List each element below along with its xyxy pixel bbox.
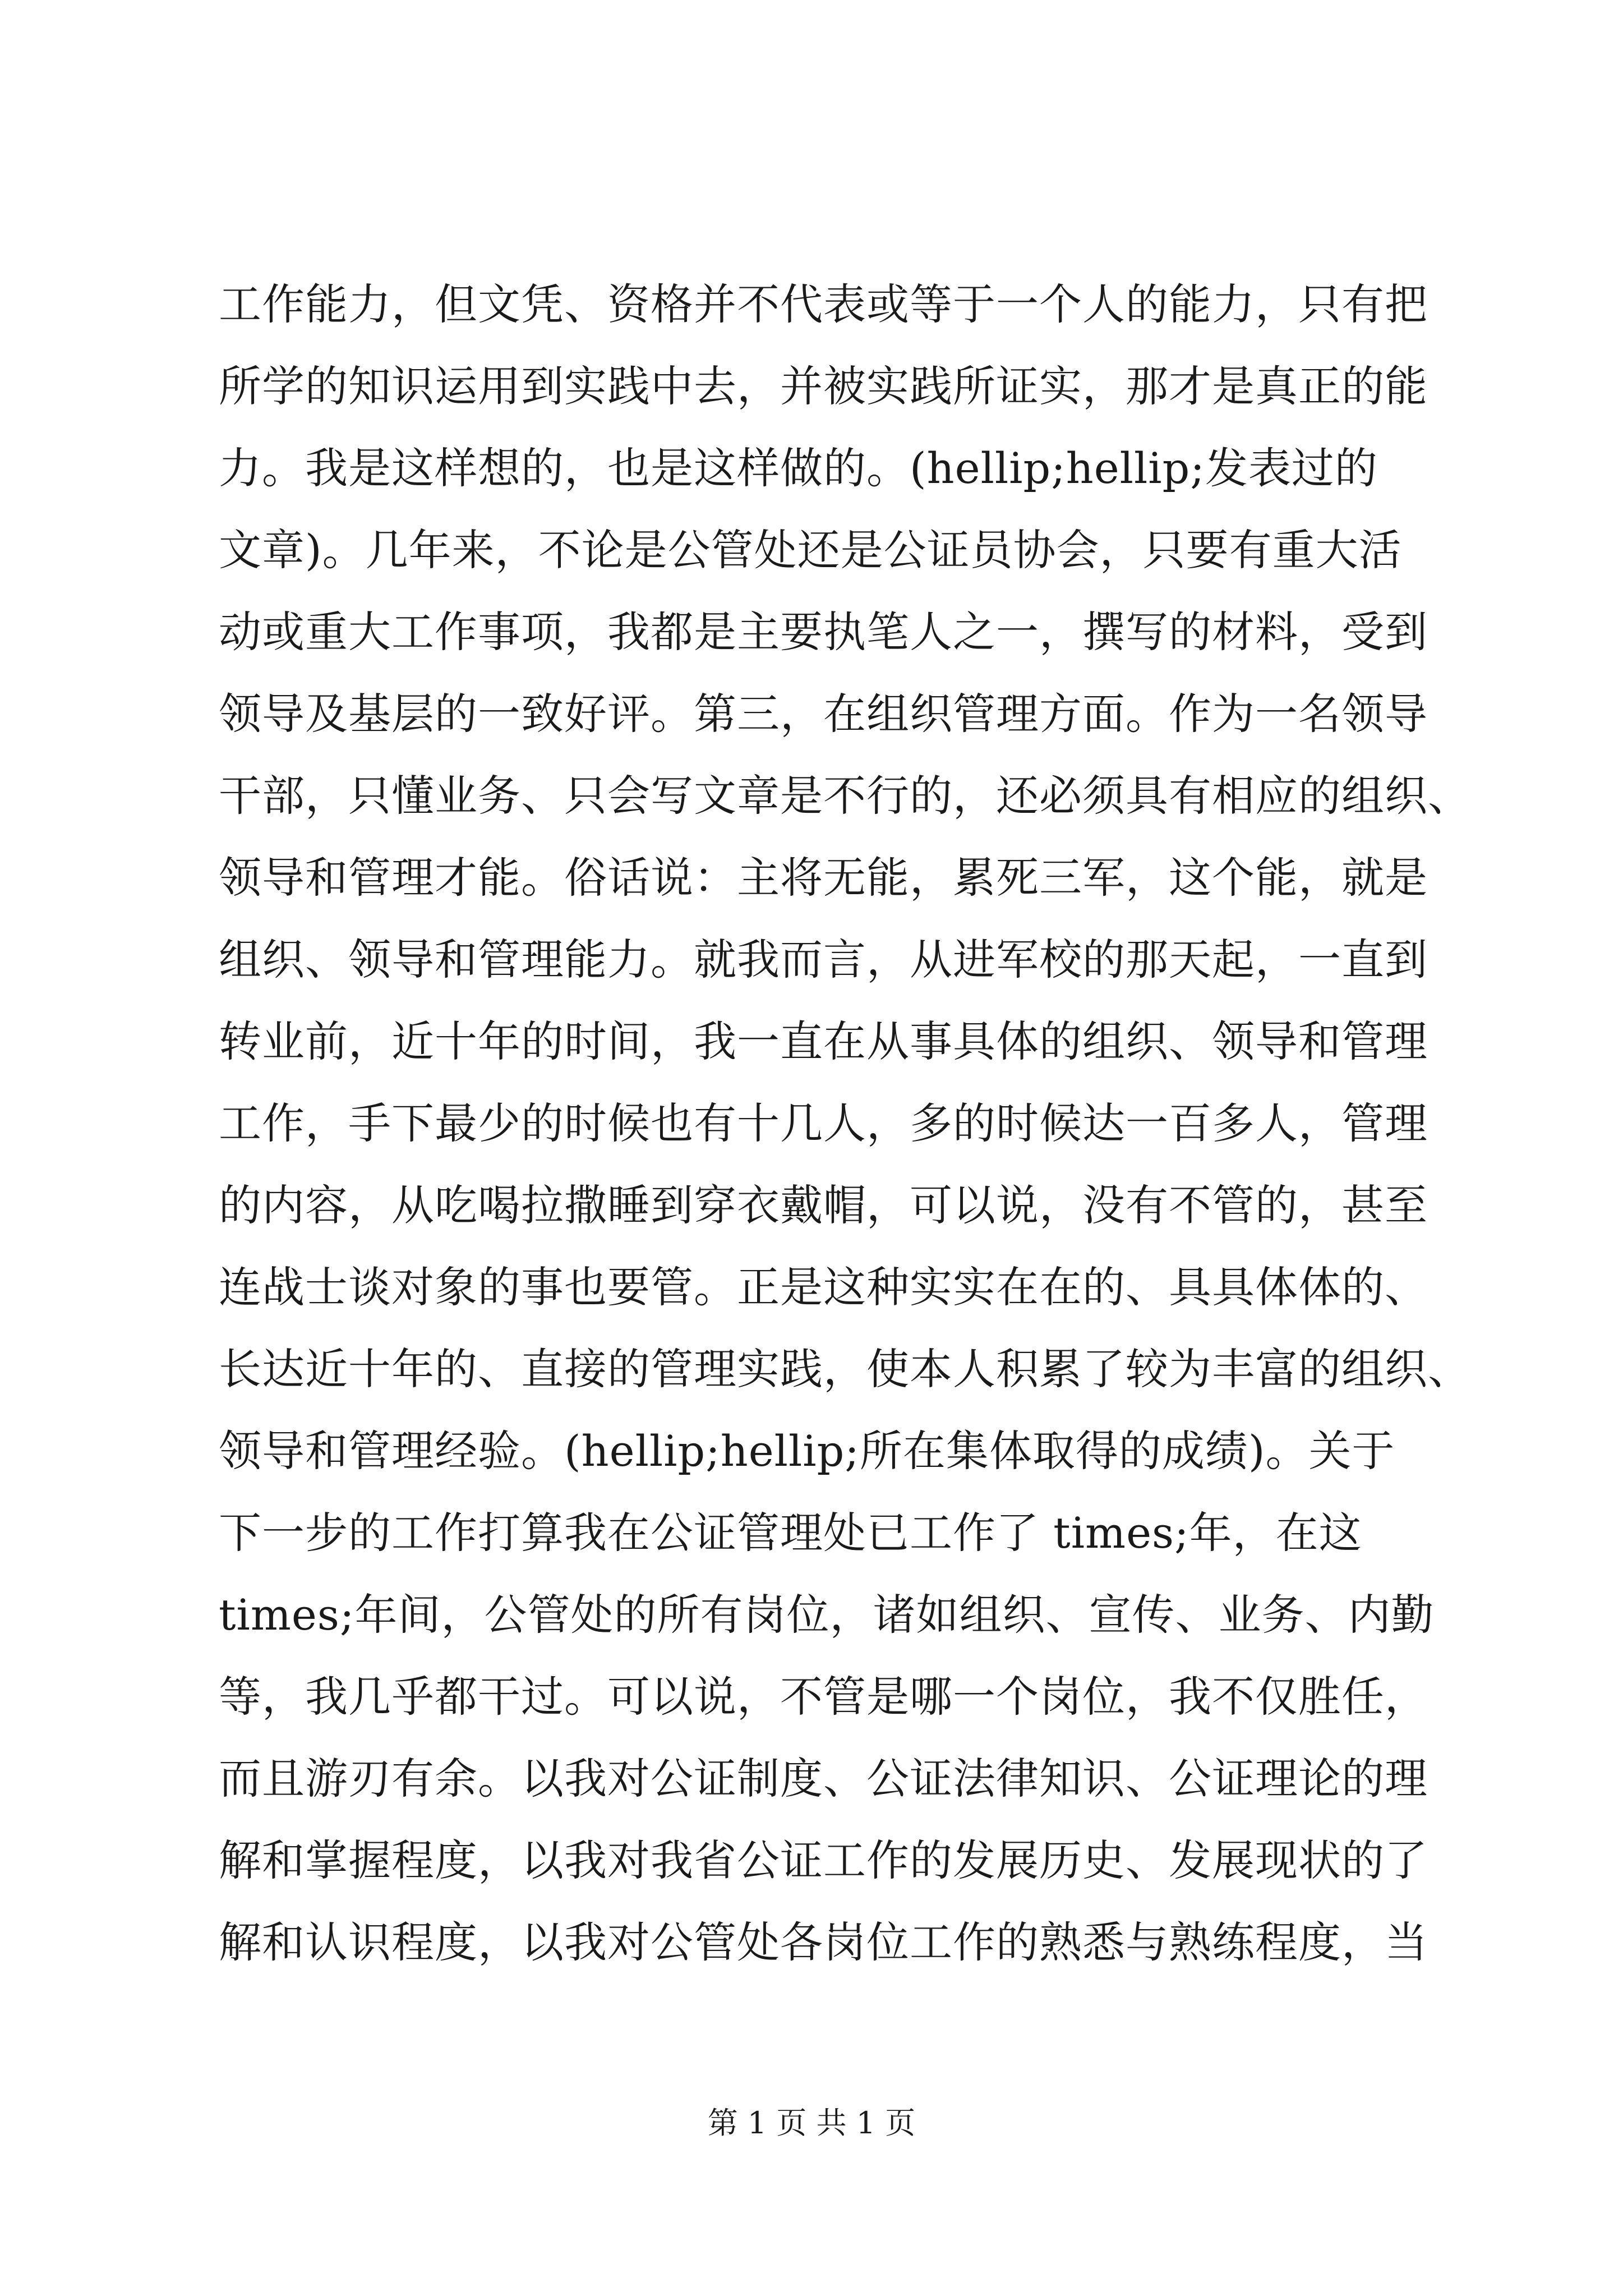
- page-footer: [0, 2101, 1623, 2146]
- text-line: 的内容，从吃喝拉撒睡到穿衣戴帽，可以说，没有不管的，甚至: [219, 1180, 1428, 1230]
- text-line: 领导和管理才能。俗话说：主将无能，累死三军，这个能，就是: [219, 853, 1428, 903]
- text-line: 组织、领导和管理能力。就我而言，从进军校的那天起，一直到: [219, 935, 1428, 984]
- text-line: 而且游刃有余。以我对公证制度、公证法律知识、公证理论的理: [219, 1754, 1428, 1803]
- text-line: 文章)。几年来，不论是公管处还是公证员协会，只要有重大活: [219, 525, 1402, 575]
- text-line: 领导和管理经验。(hellip;hellip;所在集体取得的成绩)。关于: [219, 1426, 1395, 1476]
- text-line: 干部，只懂业务、只会写文章是不行的，还必须具有相应的组织、: [219, 771, 1471, 821]
- text-line: 力。我是这样想的，也是这样做的。(hellip;hellip;发表过的: [219, 443, 1378, 493]
- text-line: times;年间，公管处的所有岗位，诸如组织、宣传、业务、内勤: [219, 1590, 1435, 1640]
- text-line: 工作能力，但文凭、资格并不代表或等于一个人的能力，只有把: [219, 279, 1428, 329]
- text-line: 动或重大工作事项，我都是主要执笔人之一，撰写的材料，受到: [219, 607, 1428, 657]
- text-line: 等，我几乎都干过。可以说，不管是哪一个岗位，我不仅胜任，: [219, 1672, 1428, 1722]
- text-line: 解和认识程度，以我对公管处各岗位工作的熟悉与熟练程度，当: [219, 1917, 1428, 1967]
- text-line: 下一步的工作打算我在公证管理处已工作了 times;年，在这: [219, 1508, 1362, 1558]
- page-number: 第 1 页 共 1 页: [707, 2105, 916, 2141]
- text-line: 领导及基层的一致好评。第三，在组织管理方面。作为一名领导: [219, 689, 1428, 739]
- text-line: 连战士谈对象的事也要管。正是这种实实在在的、具具体体的、: [219, 1262, 1428, 1312]
- text-line: 转业前，近十年的时间，我一直在从事具体的组织、领导和管理: [219, 1016, 1428, 1066]
- text-line: 长达近十年的、直接的管理实践，使本人积累了较为丰富的组织、: [219, 1344, 1471, 1394]
- text-line: 工作，手下最少的时候也有十几人，多的时候达一百多人，管理: [219, 1098, 1428, 1148]
- text-line: 所学的知识运用到实践中去，并被实践所证实，那才是真正的能: [219, 361, 1428, 411]
- body-text: [219, 264, 1471, 1984]
- text-line: 解和掌握程度，以我对我省公证工作的发展历史、发展现状的了: [219, 1835, 1428, 1885]
